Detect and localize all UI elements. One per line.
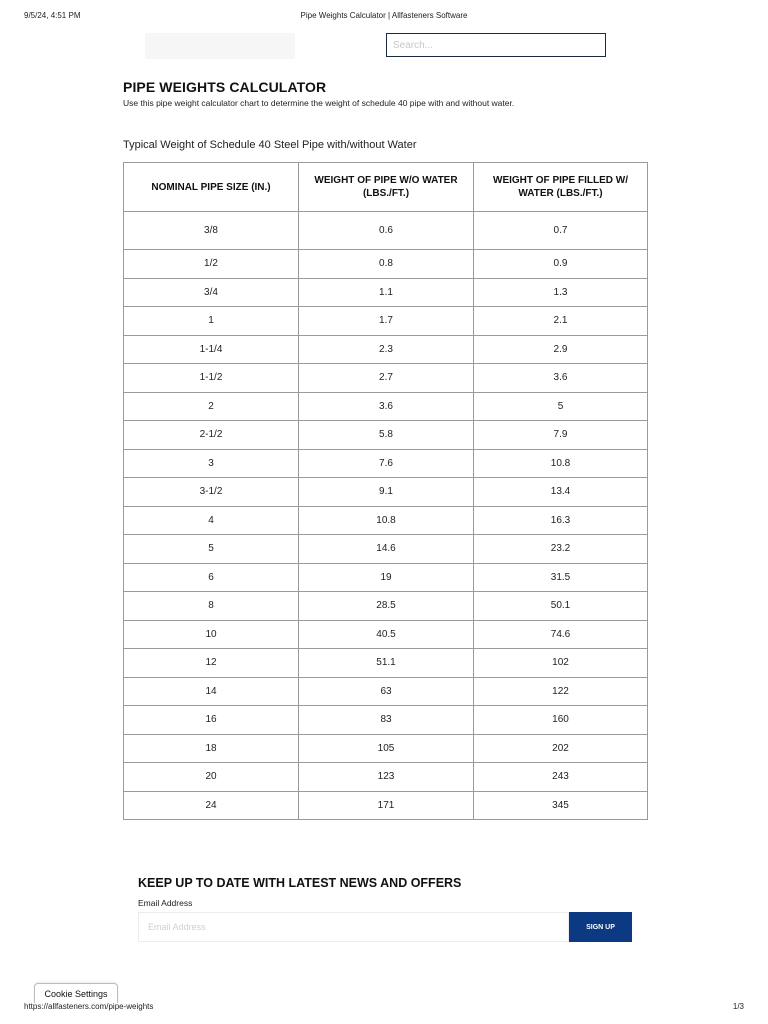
table-header-row [124, 163, 648, 212]
print-document-title: Pipe Weights Calculator | Allfasteners Software [300, 11, 468, 20]
cell-nominal-size: 16 [124, 706, 299, 735]
cell-weight-with-water: 5 [474, 392, 648, 421]
column-header-nominal-size: NOMINAL PIPE SIZE (IN.) [124, 163, 299, 212]
table-row [124, 535, 648, 564]
table-row [124, 335, 648, 364]
print-page-number: 1/3 [732, 1002, 744, 1011]
cell-nominal-size: 14 [124, 677, 299, 706]
cell-nominal-size: 18 [124, 734, 299, 763]
cell-weight-with-water: 160 [474, 706, 648, 735]
table-row [124, 250, 648, 279]
cell-weight-with-water: 202 [474, 734, 648, 763]
print-header [24, 11, 744, 23]
cell-weight-with-water: 0.9 [474, 250, 648, 279]
cell-weight-without-water: 2.7 [299, 364, 474, 393]
cell-nominal-size: 2 [124, 392, 299, 421]
cell-weight-without-water: 105 [299, 734, 474, 763]
cell-weight-with-water: 16.3 [474, 506, 648, 535]
email-field[interactable] [138, 912, 569, 942]
cell-nominal-size: 3-1/2 [124, 478, 299, 507]
cell-weight-with-water: 3.6 [474, 364, 648, 393]
table-row [124, 421, 648, 450]
table-row [124, 649, 648, 678]
cell-nominal-size: 3/8 [124, 212, 299, 250]
cell-weight-without-water: 14.6 [299, 535, 474, 564]
cell-weight-without-water: 1.1 [299, 278, 474, 307]
table-row [124, 563, 648, 592]
page-description: Use this pipe weight calculator chart to determine the weight of schedule 40 pipe with and without water. [123, 98, 515, 108]
cell-weight-without-water: 0.6 [299, 212, 474, 250]
cell-weight-without-water: 7.6 [299, 449, 474, 478]
table-row [124, 791, 648, 820]
cell-weight-with-water: 243 [474, 763, 648, 792]
table-caption: Typical Weight of Schedule 40 Steel Pipe with/without Water [123, 139, 417, 151]
sign-up-button[interactable]: SIGN UP [569, 912, 632, 942]
table-row [124, 620, 648, 649]
cell-weight-with-water: 10.8 [474, 449, 648, 478]
cell-nominal-size: 1 [124, 307, 299, 336]
cell-nominal-size: 3 [124, 449, 299, 478]
cell-nominal-size: 3/4 [124, 278, 299, 307]
cell-weight-without-water: 63 [299, 677, 474, 706]
cell-weight-without-water: 3.6 [299, 392, 474, 421]
cell-weight-with-water: 1.3 [474, 278, 648, 307]
cell-weight-without-water: 40.5 [299, 620, 474, 649]
search-input[interactable] [386, 33, 606, 57]
cell-nominal-size: 6 [124, 563, 299, 592]
column-header-weight-without-water: WEIGHT OF PIPE W/O WATER (LBS./FT.) [299, 163, 474, 212]
print-datetime: 9/5/24, 4:51 PM [24, 11, 81, 20]
cell-weight-without-water: 0.8 [299, 250, 474, 279]
newsletter-heading: KEEP UP TO DATE WITH LATEST NEWS AND OFFERS [138, 876, 462, 890]
cell-nominal-size: 1-1/2 [124, 364, 299, 393]
cell-nominal-size: 24 [124, 791, 299, 820]
cell-weight-with-water: 102 [474, 649, 648, 678]
email-label: Email Address [138, 898, 193, 908]
cell-weight-with-water: 23.2 [474, 535, 648, 564]
column-header-weight-with-water: WEIGHT OF PIPE FILLED W/ WATER (LBS./FT.) [474, 163, 648, 212]
table-body [124, 212, 648, 820]
cell-weight-without-water: 123 [299, 763, 474, 792]
cell-nominal-size: 8 [124, 592, 299, 621]
table-row [124, 734, 648, 763]
table-row [124, 212, 648, 250]
cell-weight-without-water: 9.1 [299, 478, 474, 507]
print-footer [24, 1002, 744, 1014]
cell-nominal-size: 1-1/4 [124, 335, 299, 364]
cell-weight-with-water: 2.9 [474, 335, 648, 364]
cell-nominal-size: 5 [124, 535, 299, 564]
table-row [124, 449, 648, 478]
cell-weight-with-water: 345 [474, 791, 648, 820]
cell-weight-with-water: 50.1 [474, 592, 648, 621]
cell-weight-with-water: 122 [474, 677, 648, 706]
table-row [124, 364, 648, 393]
site-logo[interactable] [145, 33, 295, 59]
cell-weight-with-water: 31.5 [474, 563, 648, 592]
cell-weight-without-water: 83 [299, 706, 474, 735]
cell-weight-with-water: 2.1 [474, 307, 648, 336]
cell-weight-without-water: 171 [299, 791, 474, 820]
table-row [124, 478, 648, 507]
table-row [124, 307, 648, 336]
cell-nominal-size: 12 [124, 649, 299, 678]
cell-weight-without-water: 2.3 [299, 335, 474, 364]
cell-nominal-size: 20 [124, 763, 299, 792]
cell-weight-without-water: 28.5 [299, 592, 474, 621]
print-url: https://allfasteners.com/pipe-weights [24, 1002, 154, 1011]
cell-weight-with-water: 0.7 [474, 212, 648, 250]
table-row [124, 592, 648, 621]
cell-nominal-size: 4 [124, 506, 299, 535]
cell-weight-without-water: 51.1 [299, 649, 474, 678]
table-row [124, 677, 648, 706]
cell-weight-with-water: 74.6 [474, 620, 648, 649]
table-row [124, 392, 648, 421]
table-row [124, 506, 648, 535]
cell-weight-with-water: 13.4 [474, 478, 648, 507]
cell-nominal-size: 2-1/2 [124, 421, 299, 450]
cell-weight-without-water: 5.8 [299, 421, 474, 450]
cell-weight-without-water: 19 [299, 563, 474, 592]
cell-nominal-size: 10 [124, 620, 299, 649]
cell-weight-without-water: 1.7 [299, 307, 474, 336]
cell-nominal-size: 1/2 [124, 250, 299, 279]
pipe-weights-table [123, 162, 648, 820]
page-title: PIPE WEIGHTS CALCULATOR [123, 79, 327, 95]
cookie-settings-button[interactable]: Cookie Settings [34, 983, 118, 1003]
cell-weight-with-water: 7.9 [474, 421, 648, 450]
table-row [124, 706, 648, 735]
cell-weight-without-water: 10.8 [299, 506, 474, 535]
table-row [124, 763, 648, 792]
table-row [124, 278, 648, 307]
